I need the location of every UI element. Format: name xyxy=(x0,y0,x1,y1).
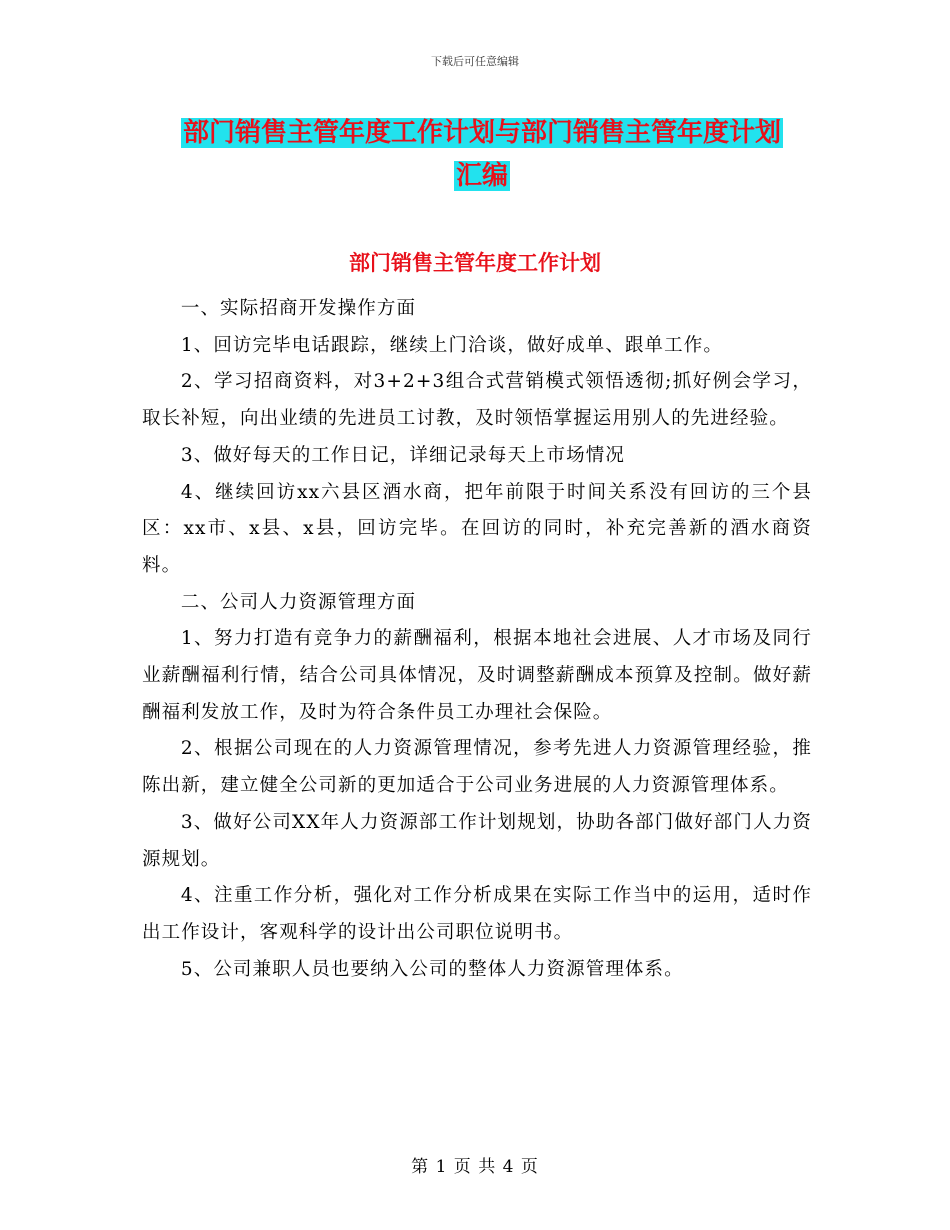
page-footer: 第 1 页 共 4 页 xyxy=(411,1157,539,1177)
title-line-2: 汇编 xyxy=(455,161,508,191)
paragraph-item: 4、注重工作分析，强化对工作分析成果在实际工作当中的运用，适时作出工作设计，客观科学的设计出公司职位说明书。 xyxy=(142,885,812,943)
paragraph-item: 3、做好公司XX年人力资源部工作计划规划，协助各部门做好部门人力资源规划。 xyxy=(142,811,812,870)
heading-investment-operations: 一、实际招商开发操作方面 xyxy=(180,298,417,319)
heading-hr-management: 二、公司人力资源管理方面 xyxy=(180,591,417,613)
paragraph-item: 3、做好每天的工作日记，详细记录每天上市场情况 xyxy=(180,444,625,466)
document-title xyxy=(142,112,822,198)
header-note: 下载后可任意编辑 xyxy=(431,55,519,68)
paragraph-item: 2、根据公司现在的人力资源管理情况，参考先进人力资源管理经验，推陈出新，建立健全公司新的更加适合于公司业务进展的人力资源管理体系。 xyxy=(142,738,812,797)
paragraph-item: 2、学习招商资料，对3+2+3组合式营销模式领悟透彻;抓好例会学习，取长补短，向出业绩的先进员工讨教，及时领悟掌握运用别人的先进经验。 xyxy=(142,371,812,430)
paragraph-item: 1、努力打造有竞争力的薪酬福利，根据本地社会进展、人才市场及同行业薪酬福利行情，结合公司具体情况，及时调整薪酬成本预算及控制。做好薪酬福利发放工作，及时为符合条件员工办理社会保险。 xyxy=(142,628,812,723)
paragraph-item: 1、回访完毕电话跟踪，继续上门洽谈，做好成单、跟单工作。 xyxy=(180,334,723,356)
title-line-1: 部门销售主管年度工作计划与部门销售主管年度计划 xyxy=(182,118,781,148)
paragraph-item: 4、继续回访xx六县区酒水商，把年前限于时间关系没有回访的三个县区：xx市、x县、x县，回访完毕。在回访的同时，补充完善新的酒水商资料。 xyxy=(142,481,812,576)
paragraph-item: 5、公司兼职人员也要纳入公司的整体人力资源管理体系。 xyxy=(180,958,684,980)
document-body xyxy=(142,291,812,988)
section-title: 部门销售主管年度工作计划 xyxy=(349,251,601,275)
